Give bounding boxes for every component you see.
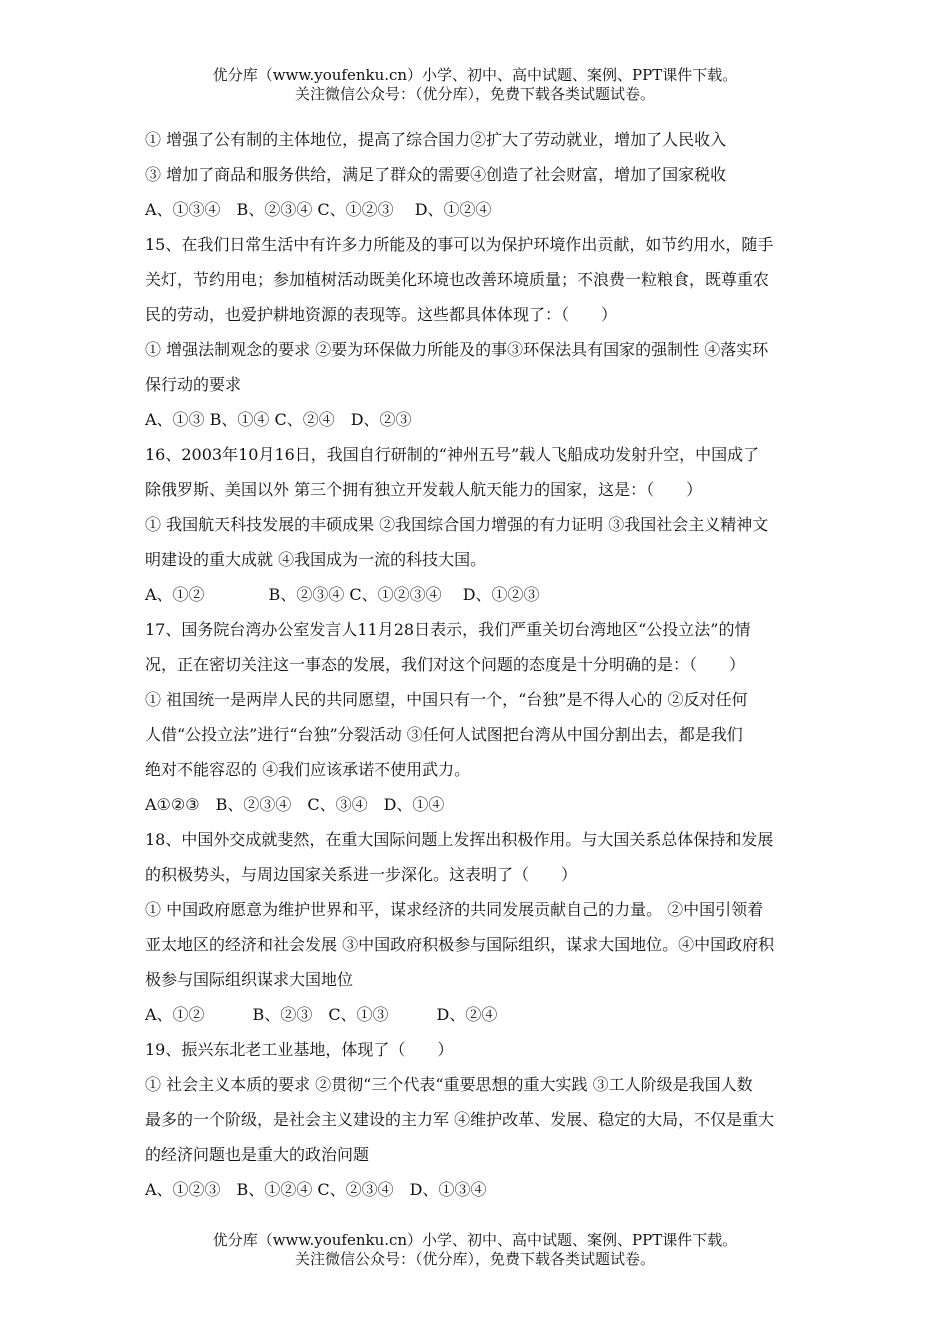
footer-line-1: 优分库（www.youfenku.cn）小学、初中、高中试题、案例、PPT课件下载。 (212, 1231, 738, 1249)
answer-options: A、①③ B、①④ C、②④ D、②③ (145, 410, 412, 429)
text-line: ① 社会主义本质的要求 ②贯彻“三个代表“重要思想的重大实践 ③工人阶级是我国人数 (145, 1075, 753, 1094)
page-header (0, 66, 950, 104)
page-footer (0, 1231, 950, 1269)
answer-options: A、①③④ B、②③④ C、①②③ D、①②④ (145, 200, 492, 219)
answer-options: A①②③ B、②③④ C、③④ D、①④ (145, 795, 445, 814)
answer-options: A、①② B、②③④ C、①②③④ D、①②③ (145, 585, 540, 604)
question-17: 17、国务院台湾办公室发言人11月28日表示，我们严重关切台湾地区“公投立法”的情 (145, 620, 751, 639)
text-line: 的积极势头，与周边国家关系进一步深化。这表明了（ ） (145, 865, 578, 884)
text-line: 亚太地区的经济和社会发展 ③中国政府积极参与国际组织，谋求大国地位。④中国政府积 (145, 935, 775, 954)
question-19: 19、振兴东北老工业基地，体现了（ ） (145, 1040, 454, 1059)
text-line: 关灯，节约用电；参加植树活动既美化环境也改善环境质量；不浪费一粒粮食，既尊重农 (145, 270, 770, 289)
question-15: 15、在我们日常生活中有许多力所能及的事可以为保护环境作出贡献，如节约用水，随手 (145, 235, 774, 254)
text-line: 况，正在密切关注这一事态的发展，我们对这个问题的态度是十分明确的是：（ ） (145, 655, 746, 674)
question-16: 16、2003年10月16日，我国自行研制的“神州五号”载人飞船成功发射升空，中国成了 (145, 445, 760, 464)
question-18: 18、中国外交成就斐然，在重大国际问题上发挥出积极作用。与大国关系总体保持和发展 (145, 830, 774, 849)
text-line: ① 增强了公有制的主体地位，提高了综合国力②扩大了劳动就业，增加了人民收入 (145, 130, 727, 149)
text-line: ① 中国政府愿意为维护世界和平，谋求经济的共同发展贡献自己的力量。 ②中国引领着 (145, 900, 764, 919)
text-line: ① 祖国统一是两岸人民的共同愿望，中国只有一个，“台独”是不得人心的 ②反对任何 (145, 690, 748, 709)
answer-options: A、①②③ B、①②④ C、②③④ D、①③④ (145, 1180, 487, 1199)
header-line-2: 关注微信公众号：（优分库），免费下载各类试题试卷。 (294, 85, 655, 103)
text-line: ① 增强法制观念的要求 ②要为环保做力所能及的事③环保法具有国家的强制性 ④落实环 (145, 340, 769, 359)
answer-options: A、①② B、②③ C、①③ D、②④ (145, 1005, 498, 1024)
text-line: 民的劳动，也爱护耕地资源的表现等。这些都具体体现了：（ ） (145, 305, 618, 324)
text-line: 的经济问题也是重大的政治问题 (145, 1145, 370, 1164)
header-line-1: 优分库（www.youfenku.cn）小学、初中、高中试题、案例、PPT课件下载。 (212, 66, 738, 84)
text-line: 最多的一个阶级，是社会主义建设的主力军 ④维护改革、发展、稳定的大局，不仅是重大 (145, 1110, 775, 1129)
document-body (145, 122, 810, 1207)
text-line: 绝对不能容忍的 ④我们应该承诺不使用武力。 (145, 760, 471, 779)
text-line: ③ 增加了商品和服务供给，满足了群众的需要④创造了社会财富，增加了国家税收 (145, 165, 727, 184)
text-line: 明建设的重大成就 ④我国成为一流的科技大国。 (145, 550, 487, 569)
footer-line-2: 关注微信公众号：（优分库），免费下载各类试题试卷。 (294, 1250, 655, 1268)
text-line: 保行动的要求 (145, 375, 242, 394)
text-line: 除俄罗斯、美国以外 第三个拥有独立开发载人航天能力的国家，这是：（ ） (145, 480, 703, 499)
text-line: 人借“公投立法”进行“台独”分裂活动 ③任何人试图把台湾从中国分割出去，都是我们 (145, 725, 743, 744)
text-line: 极参与国际组织谋求大国地位 (145, 970, 354, 989)
text-line: ① 我国航天科技发展的丰硕成果 ②我国综合国力增强的有力证明 ③我国社会主义精神文 (145, 515, 769, 534)
